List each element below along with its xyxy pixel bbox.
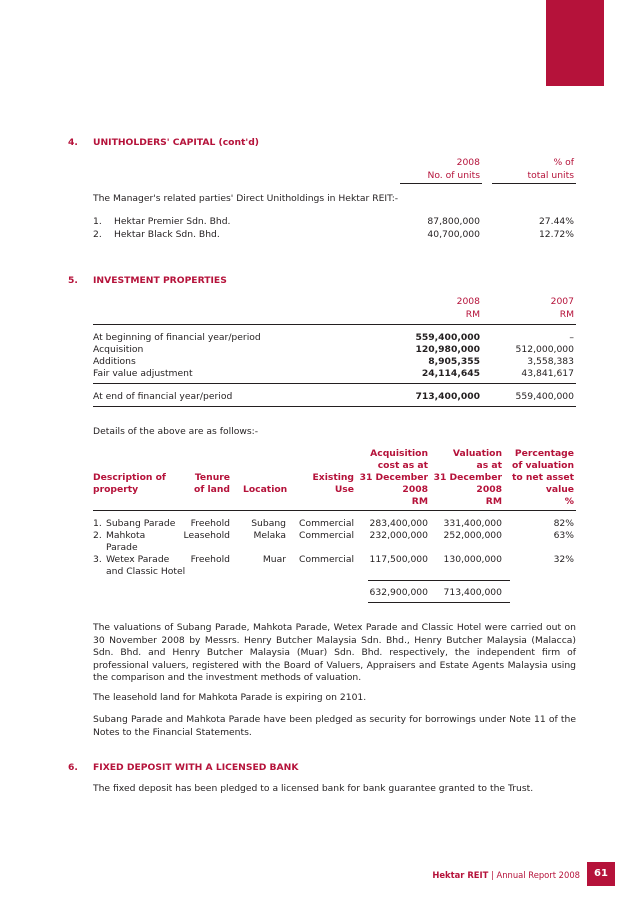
s4-col2-rule (492, 183, 576, 184)
page-number: 61 (587, 862, 615, 886)
prop3-cost: 117,500,000 (369, 554, 428, 565)
hdr-val-3: 31 December (433, 472, 502, 483)
s5-total-rule (93, 406, 576, 407)
s5-subtotal-rule (93, 383, 576, 384)
s5-row3-2007: 3,558,383 (527, 356, 574, 367)
prop1-tenure: Freehold (190, 518, 230, 529)
hdr-pct-1: Percentage (514, 448, 574, 459)
s5-col1-header-line1: 2008 (456, 296, 480, 307)
s6-paragraph: The fixed deposit has been pledged to a licensed bank for bank guarantee granted to the Trust. (93, 783, 534, 794)
s4-col1-rule (400, 183, 482, 184)
total-cost: 632,900,000 (369, 587, 428, 598)
prop1-valuation: 331,400,000 (443, 518, 502, 529)
s5-col2-header-line2: RM (559, 309, 574, 320)
footer-text (432, 869, 580, 882)
s4-col1-header-line2: No. of units (427, 170, 480, 181)
prop2-tenure: Leasehold (183, 530, 230, 541)
hdr-use-1: Existing (312, 472, 354, 483)
s4-row2-units: 40,700,000 (427, 229, 480, 240)
s5-details-intro: Details of the above are as follows:- (93, 426, 259, 437)
s5-row4-label: Fair value adjustment (93, 368, 193, 379)
prop3-tenure: Freehold (190, 554, 230, 565)
prop2-use: Commercial (299, 530, 354, 541)
section-5-title: INVESTMENT PROPERTIES (93, 275, 227, 286)
hdr-cost-3: 31 December (359, 472, 428, 483)
s4-row2-num: 2. (93, 229, 102, 240)
hdr-desc-1: Description of (93, 472, 166, 483)
s4-col2-header-line2: total units (527, 170, 574, 181)
hdr-val-5: RM (485, 496, 502, 507)
hdr-desc-2: property (93, 484, 139, 495)
hdr-val-4: 2008 (476, 484, 502, 495)
prop2-valuation: 252,000,000 (443, 530, 502, 541)
s5-header-rule (93, 324, 576, 325)
section-4-title: UNITHOLDERS' CAPITAL (cont'd) (93, 137, 259, 148)
prop3-num: 3. (93, 554, 102, 565)
s5-row4-2008: 24,114,645 (421, 368, 480, 379)
hdr-tenure-1: Tenure (194, 472, 230, 483)
hdr-pct-4: value (545, 484, 574, 495)
s5-row2-label: Acquisition (93, 344, 144, 355)
hdr-val-1: Valuation (452, 448, 502, 459)
hdr-cost-4: 2008 (402, 484, 428, 495)
s5-pledge-paragraph: Subang Parade and Mahkota Parade have been pledged as security for borrowings under Note 11 of the Notes to the Financial Statements. (93, 714, 576, 738)
s4-col2-header-line1: % of (553, 157, 574, 168)
prop1-use: Commercial (299, 518, 354, 529)
s4-intro: The Manager's related parties' Direct Unitholdings in Hektar REIT:- (93, 193, 399, 204)
details-total-top-rule (368, 580, 510, 581)
prop3-location: Muar (262, 554, 286, 565)
hdr-val-2: as at (476, 460, 502, 471)
prop3-use: Commercial (299, 554, 354, 565)
s4-row2-pct: 12.72% (538, 229, 574, 240)
s5-row2-2007: 512,000,000 (515, 344, 574, 355)
prop2-cost: 232,000,000 (369, 530, 428, 541)
hdr-cost-2: cost as at (377, 460, 428, 471)
hdr-pct-3: to net asset (511, 472, 574, 483)
s4-row1-pct: 27.44% (538, 216, 574, 227)
prop2-num: 2. (93, 530, 102, 541)
prop1-location: Subang (251, 518, 286, 529)
s5-row1-label: At beginning of financial year/period (93, 332, 261, 343)
s5-row3-2008: 8,905,355 (428, 356, 480, 367)
footer-brand: Hektar REIT (432, 870, 489, 880)
s5-row3-label: Additions (93, 356, 136, 367)
s4-col1-header-line1: 2008 (456, 157, 480, 168)
s5-row2-2008: 120,980,000 (415, 344, 480, 355)
hdr-pct-2: of valuation (512, 460, 574, 471)
s5-row1-2007: – (569, 332, 574, 343)
s5-row1-2008: 559,400,000 (415, 332, 480, 343)
prop2-location: Melaka (253, 530, 286, 541)
s5-row4-2007: 43,841,617 (521, 368, 574, 379)
prop3-name-1: Wetex Parade (106, 554, 170, 565)
section-4-number: 4. (68, 137, 78, 148)
hdr-pct-5: % (564, 496, 574, 507)
hdr-tenure-2: of land (194, 484, 230, 495)
footer-report: Annual Report 2008 (496, 870, 580, 880)
prop3-name-2: and Classic Hotel (106, 566, 186, 577)
hdr-cost-5: RM (411, 496, 428, 507)
prop2-name-1: Mahkota (106, 530, 146, 541)
corner-decoration (546, 0, 604, 86)
prop1-num: 1. (93, 518, 102, 529)
s5-end-2007: 559,400,000 (515, 391, 574, 402)
prop3-valuation: 130,000,000 (443, 554, 502, 565)
prop2-name-2: Parade (106, 542, 138, 553)
s4-row1-units: 87,800,000 (427, 216, 480, 227)
hdr-location: Location (243, 484, 288, 495)
s4-row2-name: Hektar Black Sdn. Bhd. (114, 229, 220, 240)
s4-row1-num: 1. (93, 216, 102, 227)
details-total-bottom-rule (368, 602, 510, 603)
s5-col2-header-line1: 2007 (550, 296, 574, 307)
hdr-cost-1: Acquisition (370, 448, 428, 459)
hdr-use-2: Use (334, 484, 354, 495)
prop3-pct: 32% (553, 554, 574, 565)
section-6-title: FIXED DEPOSIT WITH A LICENSED BANK (93, 762, 299, 773)
section-6-number: 6. (68, 762, 78, 773)
s4-row1-name: Hektar Premier Sdn. Bhd. (114, 216, 231, 227)
total-valuation: 713,400,000 (443, 587, 502, 598)
s5-leasehold-paragraph: The leasehold land for Mahkota Parade is expiring on 2101. (93, 692, 367, 703)
prop1-name: Subang Parade (106, 518, 176, 529)
footer-separator: | (488, 870, 497, 880)
section-5-number: 5. (68, 275, 78, 286)
prop1-pct: 82% (553, 518, 574, 529)
s5-col1-header-line2: RM (465, 309, 480, 320)
details-header-rule (93, 510, 576, 511)
s5-end-label: At end of financial year/period (93, 391, 233, 402)
prop1-cost: 283,400,000 (369, 518, 428, 529)
prop2-pct: 63% (553, 530, 574, 541)
s5-valuation-paragraph: The valuations of Subang Parade, Mahkota Parade, Wetex Parade and Classic Hotel were carried out on 30 November 2008 by Messrs. Henry Butcher Malaysia Sdn. Bhd., Henry Butcher Malaysia (Malacca) Sdn. Bhd. and Henry Butcher Malaysia (Muar) Sdn. Bhd. respectively, the independent firm of professional valuers, registered with the Board of Valuers, Appraisers and Estate Agents Malaysia using the comparison and the investment methods of valuation. (93, 622, 576, 684)
s5-end-2008: 713,400,000 (415, 391, 480, 402)
